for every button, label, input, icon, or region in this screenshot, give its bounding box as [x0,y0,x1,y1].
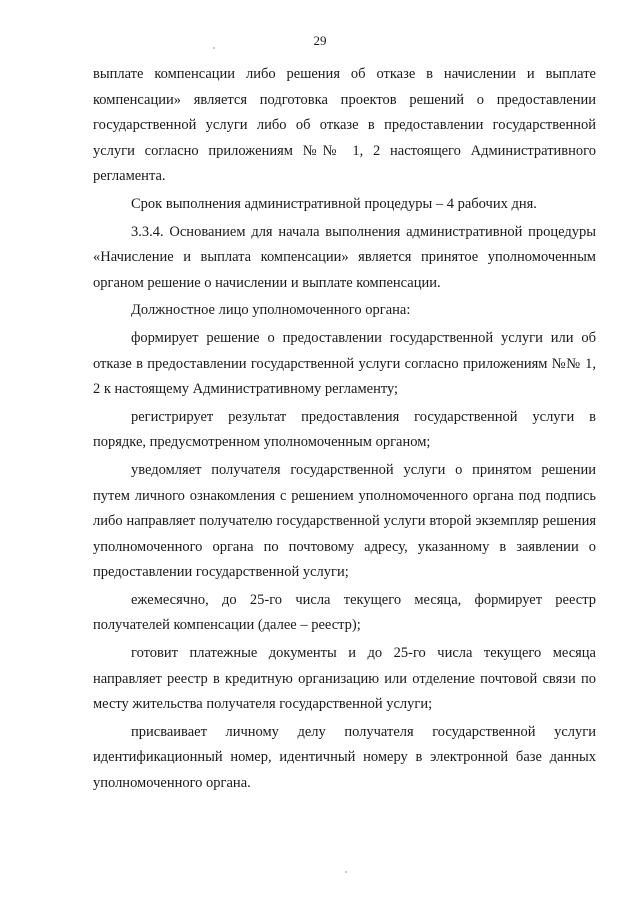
scan-speck [345,871,347,873]
paragraph-continuation: выплате компенсации либо решения об отказе в начислении и выплате компенсации» является подготовка проектов решений о предоставлении государственной услуги либо об отказе в предоставлении государственной услуги согласно приложениям №№ 1, 2 настоящего Административного регламента. [93,66,596,185]
paragraph-assigns-id: присваивает личному делу получателя государственной услуги идентификационный номер, идентичный номеру в электронной базе данных уполномоченного органа. [93,723,596,792]
scan-speck [213,47,215,49]
paragraph-official-intro: Должностное лицо уполномоченного органа: [131,302,411,319]
paragraph-payment-documents: готовит платежные документы и до 25-го числа текущего месяца направляет реестр в кредитную организацию или отделение почтовой связи по месту жительства получателя государственной услуги; [93,645,596,713]
page-number: 29 [313,33,327,48]
paragraph-section-3-3-4: 3.3.4. Основанием для начала выполнения административной процедуры «Начисление и выплата компенсации» является принятое уполномоченным органом решение о начислении и выплате компенсации. [93,223,596,291]
document-body [93,62,596,799]
paragraph-notifies-recipient: уведомляет получателя государственной услуги о принятом решении путем личного ознакомления с решением уполномоченного органа под подпись либо направляет получателю государственной услуги второй экземпляр решения уполномоченного органа по почтовому адресу, указанному в заявлении о предоставлении государственной услуги; [93,461,596,581]
paragraph-registers-result: регистрирует результат предоставления государственной услуги в порядке, предусмотренном уполномоченным органом; [93,408,596,451]
paragraph-forms-decision: формирует решение о предоставлении государственной услуги или об отказе в предоставлении государственной услуги согласно приложениям №№ 1, 2 к настоящему Административному регламенту; [93,329,596,398]
paragraph-procedure-term: Срок выполнения административной процедуры – 4 рабочих дня. [131,195,537,212]
paragraph-monthly-registry: ежемесячно, до 25-го числа текущего месяца, формирует реестр получателей компенсации (далее – реестр); [93,591,596,634]
